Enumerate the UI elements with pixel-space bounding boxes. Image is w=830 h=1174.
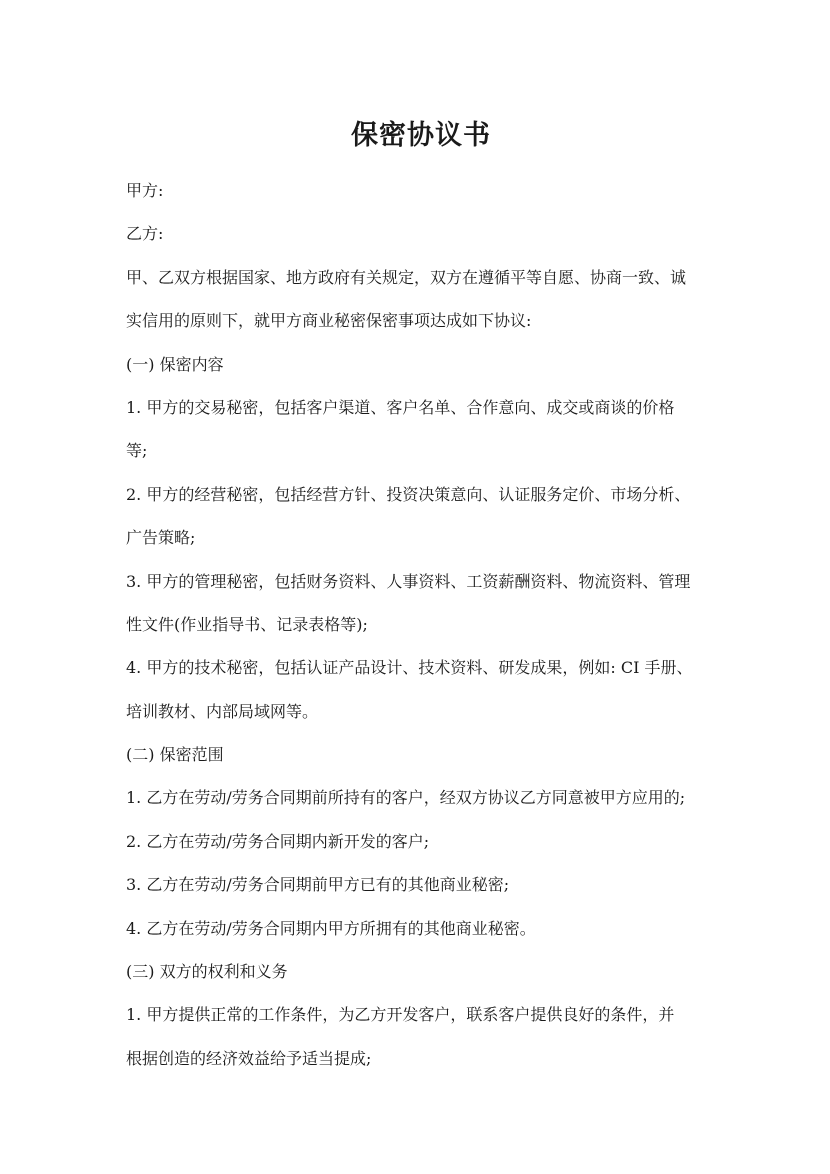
section-line: 3. 乙方在劳动/劳务合同期前甲方已有的其他商业秘密; bbox=[126, 875, 510, 895]
section-line: 3. 甲方的管理秘密，包括财务资料、人事资料、工资薪酬资料、物流资料、管理 bbox=[126, 571, 691, 591]
section-heading-rights: (三) 双方的权利和义务 bbox=[126, 962, 288, 982]
section-line: 1. 甲方的交易秘密，包括客户渠道、客户名单、合作意向、成交或商谈的价格 bbox=[126, 397, 675, 417]
intro-line: 实信用的原则下，就甲方商业秘密保密事项达成如下协议: bbox=[126, 311, 532, 331]
intro-line: 甲、乙双方根据国家、地方政府有关规定，双方在遵循平等自愿、协商一致、诚 bbox=[126, 267, 687, 287]
section-line: 根据创造的经济效益给予适当提成; bbox=[126, 1048, 372, 1068]
section-line: 培训教材、内部局域网等。 bbox=[126, 701, 319, 721]
section-line: 2. 甲方的经营秘密，包括经营方针、投资决策意向、认证服务定价、市场分析、 bbox=[126, 484, 691, 504]
document-title: 保密协议书 bbox=[351, 120, 491, 151]
section-line: 1. 乙方在劳动/劳务合同期前所持有的客户，经双方协议乙方同意被甲方应用的; bbox=[126, 788, 686, 808]
section-line: 广告策略; bbox=[126, 528, 196, 548]
section-line: 4. 乙方在劳动/劳务合同期内甲方所拥有的其他商业秘密。 bbox=[126, 918, 536, 938]
party-a-label: 甲方: bbox=[126, 181, 164, 200]
section-line: 2. 乙方在劳动/劳务合同期内新开发的客户; bbox=[126, 831, 430, 851]
section-heading-scope: (二) 保密范围 bbox=[126, 745, 224, 765]
section-heading-content: (一) 保密内容 bbox=[126, 354, 224, 374]
section-line: 1. 甲方提供正常的工作条件，为乙方开发客户，联系客户提供良好的条件，并 bbox=[126, 1005, 675, 1025]
section-line: 4. 甲方的技术秘密，包括认证产品设计、技术资料、研发成果，例如: CI 手册、 bbox=[126, 658, 693, 678]
section-line: 性文件(作业指导书、记录表格等); bbox=[126, 614, 368, 634]
party-b-label: 乙方: bbox=[126, 224, 164, 244]
section-line: 等; bbox=[126, 441, 148, 461]
document-body bbox=[126, 116, 716, 1089]
